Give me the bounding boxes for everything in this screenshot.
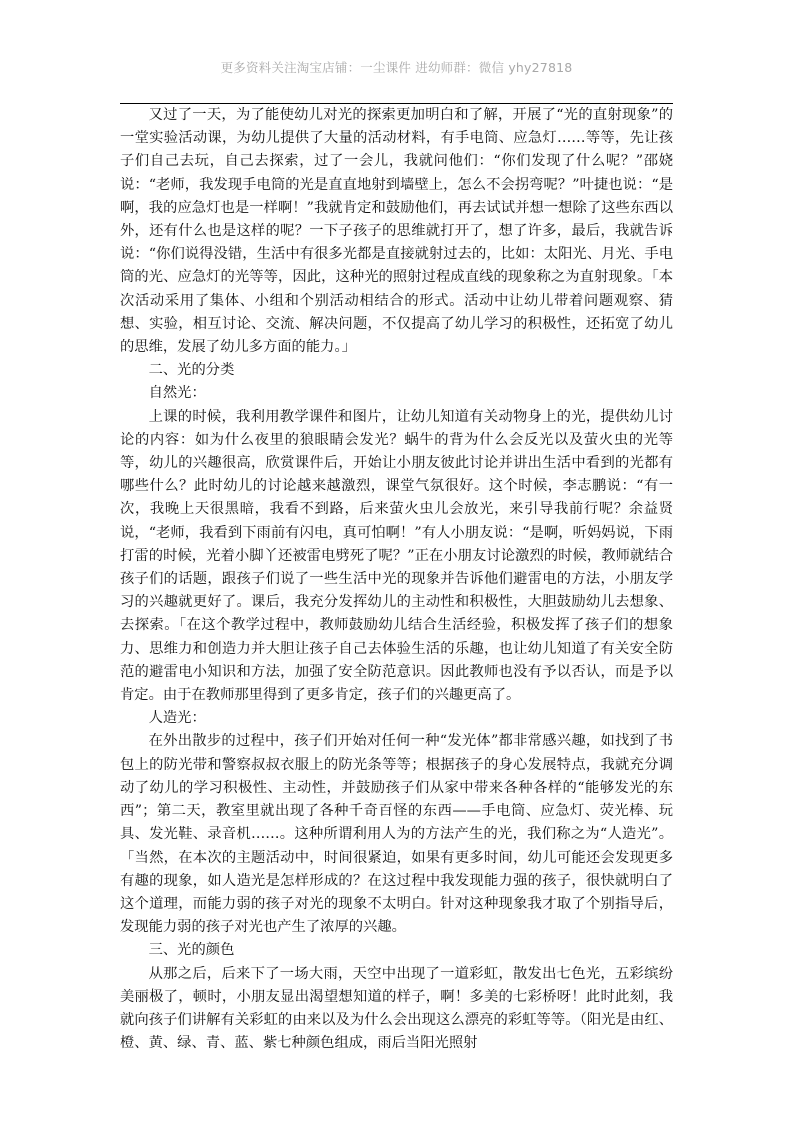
section-heading-light-classification: 二、光的分类 [148,362,235,379]
paragraph-direct-light: 又过了一天，为了能使幼儿对光的探索更加明白和了解，开展了“光的直射现象”的一堂实验活动课，为幼儿提供了大量的活动材料，有手电筒、应急灯……等等，先让孩子们自己去玩，自己去探索，过了一会儿，我就问他们：“你们发现了什么呢？”邵娆说：“老师，我发现手电筒的光是直直地射到墙壁上，怎么不会拐弯呢？”叶捷也说：“是啊，我的应急灯也是一样啊！”我就肯定和鼓励他们，再去试试并想一想除了这些东西以外，还有什么也是这样的呢？一下子孩子的思维就打开了，想了许多，最后，我就告诉说：“你们说得没错，生活中有很多光都是直接就射过去的，比如：太阳光、月光、手电筒的光、应急灯的光等等，因此，这种光的照射过程成直线的现象称之为直射现象。「本次活动采用了集体、小组和个别活动相结合的形式。活动中让幼儿带着问题观察、猜想、实验，相互讨论、交流、解决问题，不仅提高了幼儿学习的积极性，还拓宽了幼儿的思维，发展了幼儿多方面的能力。」 [120,107,673,356]
page-header-watermark: 更多资料关注淘宝店铺：一尘课件 进幼师群：微信 yhy27818 [220,60,573,75]
document-body [120,104,673,1055]
subheading-artificial-light: 人造光： [148,710,206,727]
subheading-natural-light: 自然光： [148,385,206,402]
paragraph-artificial-light: 在外出散步的过程中，孩子们开始对任何一种“发光体”都非常感兴趣，如找到了书包上的防光带和警察叔叔衣服上的防光条等等；根据孩子的身心发展特点，我就充分调动了幼儿的学习积极性、主动性，并鼓励孩子们从家中带来各种各样的“能够发光的东西”；第二天，教室里就出现了各种千奇百怪的东西——手电筒、应急灯、荧光棒、玩具、发光鞋、录音机……。这种所谓利用人为的方法产生的光，我们称之为“人造光”。「当然，在本次的主题活动中，时间很紧迫，如果有更多时间，幼儿可能还会发现更多有趣的现象，如人造光是怎样形成的？在这过程中我发现能力强的孩子，很快就明白了这个道理，而能力弱的孩子对光的现象不太明白。针对这种现象我才取了个别指导后，发现能力弱的孩子对光也产生了浓厚的兴趣。 [120,733,673,936]
paragraph-natural-light: 上课的时候，我利用教学课件和图片，让幼儿知道有关动物身上的光，提供幼儿讨论的内容：如为什么夜里的狼眼睛会发光？蜗牛的背为什么会反光以及萤火虫的光等等，幼儿的兴趣很高，欣赏课件后，开始让小朋友彼此讨论并讲出生活中看到的光都有哪些什么？此时幼儿的讨论越来越激烈，课堂气氛很好。这个时候，李志鹏说：“有一次，我晚上天很黑暗，我看不到路，后来萤火虫儿会放光，来引导我前行呢？余益贤说，“老师，我看到下雨前有闪电，真可怕啊！”有人小朋友说：“是啊，听妈妈说，下雨打雷的时候，光着小脚丫还被雷电劈死了呢？”正在小朋友讨论激烈的时候，教师就结合孩子们的话题，跟孩子们说了一些生活中光的现象并告诉他们避雷电的方法，小朋友学习的兴趣就更好了。课后，我充分发挥幼儿的主动性和积极性，大胆鼓励幼儿去想象、去探索。「在这个教学过程中，教师鼓励幼儿结合生活经验，积极发挥了孩子们的想象力、思维力和创造力并大胆让孩子自己去体验生活的乐趣，也让幼儿知道了有关安全防范的避雷电小知识和方法，加强了安全防范意识。因此教师也没有予以否认，而是予以肯定。由于在教师那里得到了更多肯定，孩子们的兴趣更高了。 [120,408,673,704]
paragraph-light-color: 从那之后，后来下了一场大雨，天空中出现了一道彩虹，散发出七色光，五彩缤纷美丽极了，顿时，小朋友显出渴望想知道的样子，啊！多美的七彩桥呀！此时此刻，我就向孩子们讲解有关彩虹的由来以及为什么会出现这么漂亮的彩虹等等。（阳光是由红、橙、黄、绿、青、蓝、紫七种颜色组成，雨后当阳光照射 [120,965,673,1052]
section-heading-light-color: 三、光的颜色 [148,942,235,959]
